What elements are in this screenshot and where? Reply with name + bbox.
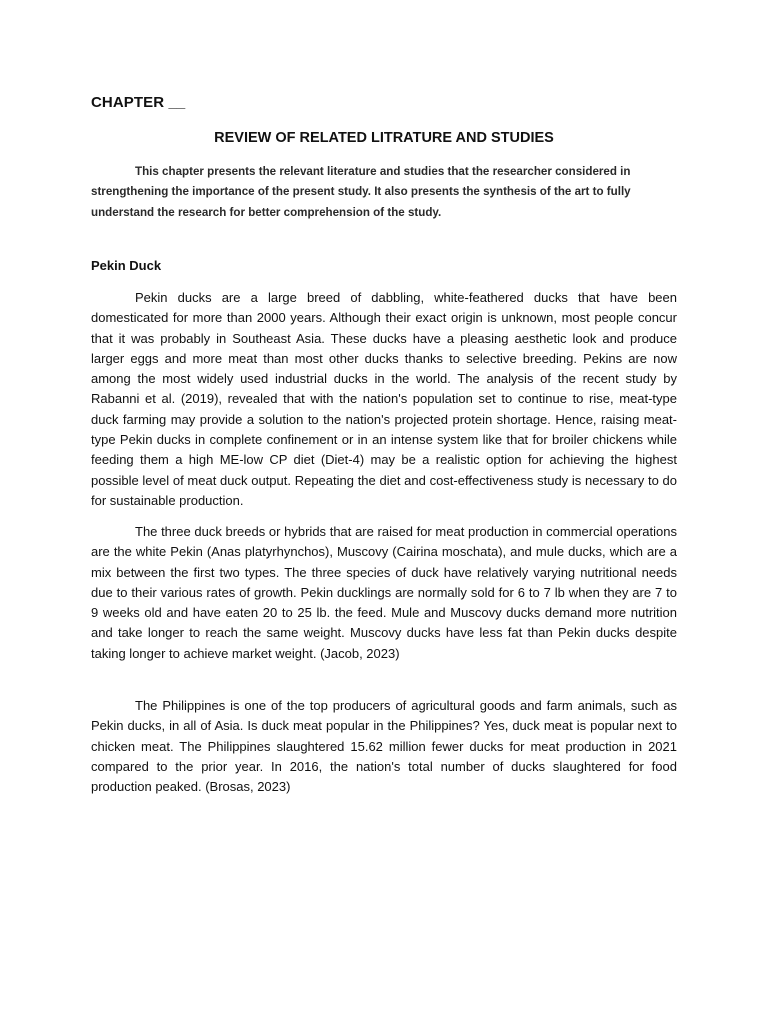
body-paragraph-3: The Philippines is one of the top producers of agricultural goods and farm animals, such as Pekin ducks, in all of Asia. Is duck meat popular in the Philippines? Yes, duck meat is popular next to chicken meat. The Philippines slaughtered 15.62 million fewer ducks for meat production in 2021 compared to the prior year. In 2016, the nation's total number of ducks slaughtered for food production peaked. (Brosas, 2023) — [91, 698, 677, 795]
page-title: REVIEW OF RELATED LITRATURE AND STUDIES — [214, 130, 554, 146]
body-paragraph-1: Pekin ducks are a large breed of dabbling, white-feathered ducks that have been domesticated for more than 2000 years. Although their exact origin is unknown, most people concur that it was probably in Southeast Asia. These ducks have a pleasing aesthetic look and produce larger eggs and more meat than most other ducks thanks to selective breeding. Pekins are now among the most widely used industrial ducks in the world. The analysis of the recent study by Rabanni et al. (2019), revealed that with the nation's population set to continue to rise, meat-type duck farming may provide a solution to the nation's projected protein shortage. Hence, raising meat-type Pekin ducks in complete confinement or in an intense system like that for broiler chickens while feeding them a high ME-low CP diet (Diet-4) may be a realistic option for achieving the highest possible level of meat duck output. Repeating the diet and cost-effectiveness study is necessary to do for sustainable production. — [91, 290, 677, 508]
chapter-label: CHAPTER __ — [91, 94, 186, 111]
section-heading: Pekin Duck — [91, 258, 162, 273]
body-paragraph-2: The three duck breeds or hybrids that are raised for meat production in commercial operations are the white Pekin (Anas platyrhynchos), Muscovy (Cairina moschata), and mule ducks, which are a mix between the first two types. The three species of duck have relatively varying nutritional needs due to their various rates of growth. Pekin ducklings are normally sold for 6 to 7 lb when they are 7 to 9 weeks old and have eaten 20 to 25 lb. the feed. Mule and Muscovy ducks demand more nutrition and take longer to reach the same weight. Muscovy ducks have less fat than Pekin ducks despite taking longer to achieve market weight. (Jacob, 2023) — [91, 524, 677, 661]
intro-paragraph: This chapter presents the relevant literature and studies that the researcher considered in strengthening the importance of the present study. It also presents the synthesis of the art to fully understand the research for better comprehension of the study. — [91, 165, 631, 219]
